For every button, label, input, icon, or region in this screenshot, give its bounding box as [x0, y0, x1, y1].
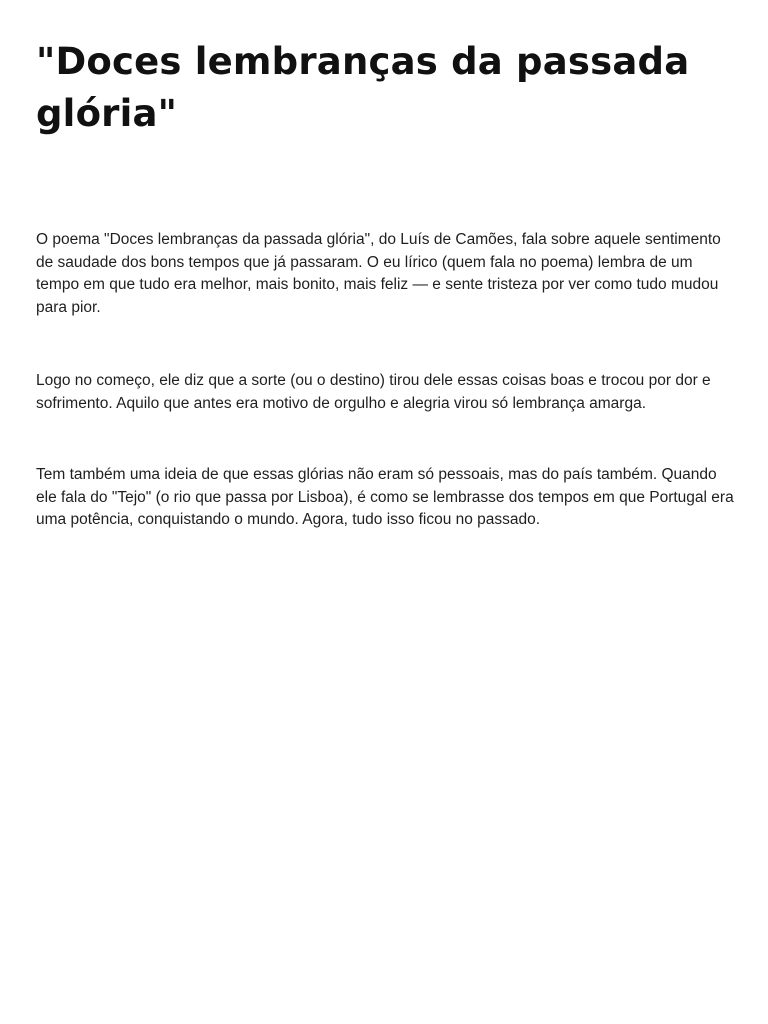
document-title: "Doces lembranças da passada glória" [36, 40, 690, 135]
paragraph-3: Tem também uma ideia de que essas glórias não eram só pessoais, mas do país também. Quando ele fala do "Tejo" (o rio que passa por Lisboa), é como se lembrasse dos tempos em que Portugal era uma potência, conquistando o mundo. Agora, tudo isso ficou no passado. [36, 466, 734, 528]
paragraph-1: O poema "Doces lembranças da passada glória", do Luís de Camões, fala sobre aquele sentimento de saudade dos bons tempos que já passaram. O eu lírico (quem fala no poema) lembra de um tempo em que tudo era melhor, mais bonito, mais feliz — e sente tristeza por ver como tudo mudou para pior. [36, 231, 721, 316]
paragraph-2: Logo no começo, ele diz que a sorte (ou o destino) tirou dele essas coisas boas e trocou por dor e sofrimento. Aquilo que antes era motivo de orgulho e alegria virou só lembrança amarga. [36, 372, 711, 412]
